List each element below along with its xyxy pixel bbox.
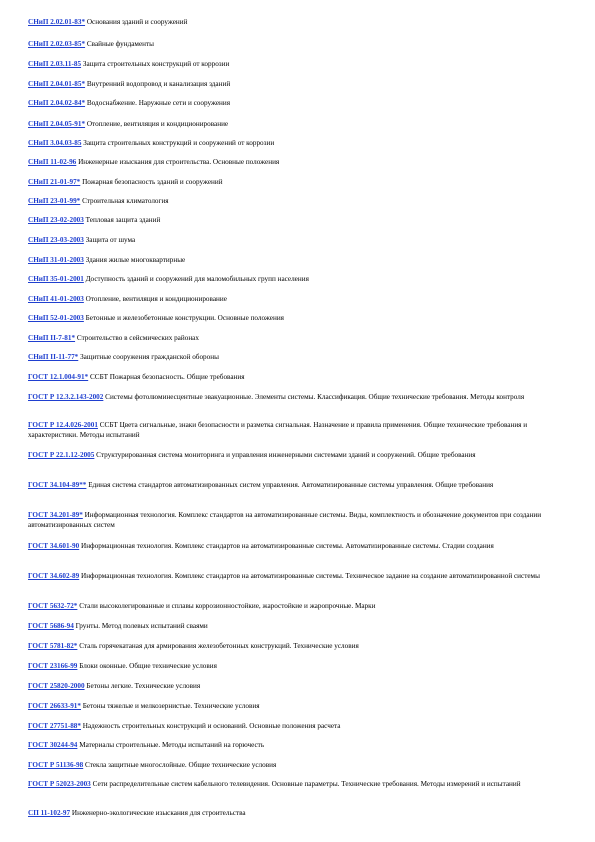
standard-link[interactable]: СНиП 23-03-2003 xyxy=(28,236,84,244)
standard-link[interactable]: ГОСТ 27751-88* xyxy=(28,722,81,730)
standard-link[interactable]: СНиП 2.02.03-85* xyxy=(28,40,86,48)
list-item xyxy=(28,40,548,50)
standard-link[interactable]: ГОСТ Р 52023-2003 xyxy=(28,780,91,788)
standard-link[interactable]: СНиП 2.04.01-85* xyxy=(28,80,86,88)
standard-title: Водоснабжение. Наружные сети и сооружения xyxy=(85,99,231,107)
standard-title: Сети распределительные систем кабельного телевидения. Основные параметры. Технические требования. Методы измерений и испытаний xyxy=(90,780,521,788)
list-item xyxy=(28,642,548,652)
standard-title: Инженерно-экологические изыскания для строительства xyxy=(70,809,246,817)
list-item xyxy=(28,542,548,552)
standard-link[interactable]: ГОСТ Р 12.3.2.143-2002 xyxy=(28,393,104,401)
standard-title: Защита строительных конструкций от коррозии xyxy=(81,60,230,68)
standard-title: Бетонные и железобетонные конструкции. Основные положения xyxy=(83,314,284,322)
standard-title: Системы фотолюминесцентные эвакуационные. Элементы системы. Классификация. Общие технические требования. Методы контроля xyxy=(103,393,525,401)
standard-title: Доступность зданий и сооружений для маломобильных групп населения xyxy=(83,275,309,283)
standard-title: Защитные сооружения гражданской обороны xyxy=(78,353,219,361)
standard-title: ССБТ Пожарная безопасность. Общие требования xyxy=(88,373,245,381)
list-item xyxy=(28,702,548,712)
standard-link[interactable]: СП 11-102-97 xyxy=(28,809,71,817)
standard-title: Информационная технология. Комплекс стандартов на автоматизированные системы. Автоматизированные системы. Стадии создания xyxy=(79,542,494,550)
standard-link[interactable]: ГОСТ 26633-91* xyxy=(28,702,81,710)
list-item xyxy=(28,197,548,207)
list-item xyxy=(28,761,548,771)
list-item xyxy=(28,18,548,28)
standard-title: Единая система стандартов автоматизированных систем управления. Автоматизированные системы управления. Общие требования xyxy=(86,481,494,489)
list-item xyxy=(28,722,548,732)
standard-link[interactable]: ГОСТ 34.104-89** xyxy=(28,481,87,489)
standard-link[interactable]: ГОСТ Р 51136-98 xyxy=(28,761,84,769)
standard-link[interactable]: СНиП 2.03.11-85 xyxy=(28,60,82,68)
standard-title: Бетоны тяжелые и мелкозернистые. Технические условия xyxy=(81,702,260,710)
standard-link[interactable]: СНиП 11-02-96 xyxy=(28,158,77,166)
list-item xyxy=(28,572,548,582)
list-item xyxy=(28,314,548,324)
standard-link[interactable]: ГОСТ Р 12.4.026-2001 xyxy=(28,421,98,429)
list-item xyxy=(28,295,548,305)
standard-link[interactable]: СНиП 21-01-97* xyxy=(28,178,81,186)
standard-title: Информационная технология. Комплекс стандартов на автоматизированные системы. Техническое задание на создание автоматизированной системы xyxy=(79,572,540,580)
list-item xyxy=(28,275,548,285)
list-item xyxy=(28,353,548,363)
standard-title: Инженерные изыскания для строительства. Основные положения xyxy=(76,158,280,166)
standard-link[interactable]: ГОСТ 5781-82* xyxy=(28,642,78,650)
list-item xyxy=(28,393,548,403)
standard-title: Здания жилые многоквартирные xyxy=(83,256,186,264)
standard-link[interactable]: СНиП 23-02-2003 xyxy=(28,216,84,224)
standard-link[interactable]: СНиП 41-01-2003 xyxy=(28,295,84,303)
standard-link[interactable]: СНиП 23-01-99* xyxy=(28,197,81,205)
standard-title: Внутренний водопровод и канализация зданий xyxy=(85,80,231,88)
standard-link[interactable]: СНиП 35-01-2001 xyxy=(28,275,84,283)
list-item xyxy=(28,373,548,383)
list-item xyxy=(28,511,548,530)
standard-title: Сталь горячекатаная для армирования железобетонных конструкций. Технические условия xyxy=(77,642,359,650)
standard-title: Надежность строительных конструкций и оснований. Основные положения расчета xyxy=(81,722,341,730)
standard-title: Грунты. Метод полевых испытаний сваями xyxy=(73,622,208,630)
standard-link[interactable]: ГОСТ 12.1.004-91* xyxy=(28,373,89,381)
list-item xyxy=(28,334,548,344)
list-item xyxy=(28,139,548,149)
standard-link[interactable]: ГОСТ 23166-99 xyxy=(28,662,78,670)
list-item xyxy=(28,158,548,168)
list-item xyxy=(28,780,548,790)
standard-title: Стекла защитные многослойные. Общие технические условия xyxy=(83,761,277,769)
standard-title: Блоки оконные. Общие технические условия xyxy=(77,662,217,670)
standard-link[interactable]: ГОСТ 30244-94 xyxy=(28,741,78,749)
standard-title: Структурированная система мониторинга и управления инженерными системами зданий и сооружений. Общие требования xyxy=(94,451,476,459)
standard-title: Защита строительных конструкций и сооружений от коррозии xyxy=(81,139,275,147)
standard-link[interactable]: ГОСТ 25820-2000 xyxy=(28,682,85,690)
standard-title: Информационная технология. Комплекс стандартов на автоматизированные системы. Виды, комплектность и обозначение документов при создании автоматизированных систем xyxy=(28,511,542,529)
standard-title: ССБТ Цвета сигнальные, знаки безопасности и разметка сигнальная. Назначение и правила применения. Общие технические требования и характеристики. Методы испытаний xyxy=(28,421,528,439)
standard-link[interactable]: СНиП 2.02.01-83* xyxy=(28,18,86,26)
standard-link[interactable]: ГОСТ 34.602-89 xyxy=(28,572,80,580)
standard-title: Строительство в сейсмических районах xyxy=(75,334,199,342)
standard-link[interactable]: ГОСТ Р 22.1.12-2005 xyxy=(28,451,95,459)
standard-link[interactable]: ГОСТ 34.601-90 xyxy=(28,542,80,550)
list-item xyxy=(28,120,548,130)
standard-title: Отопление, вентиляция и кондиционирование xyxy=(85,120,229,128)
standard-link[interactable]: ГОСТ 5632-72* xyxy=(28,602,78,610)
standard-link[interactable]: СНиП 3.04.03-85 xyxy=(28,139,82,147)
standard-title: Защита от шума xyxy=(83,236,136,244)
standard-link[interactable]: СНиП II-7-81* xyxy=(28,334,76,342)
list-item xyxy=(28,481,548,491)
standard-title: Основания зданий и сооружений xyxy=(85,18,188,26)
list-item xyxy=(28,741,548,751)
standard-link[interactable]: СНиП 31-01-2003 xyxy=(28,256,84,264)
list-item xyxy=(28,216,548,226)
list-item xyxy=(28,451,548,461)
standard-link[interactable]: СНиП 2.04.02-84* xyxy=(28,99,86,107)
standard-title: Тепловая защита зданий xyxy=(83,216,161,224)
list-item xyxy=(28,99,548,109)
list-item xyxy=(28,80,548,90)
standard-link[interactable]: СНиП 52-01-2003 xyxy=(28,314,84,322)
standard-title: Материалы строительные. Методы испытаний на горючесть xyxy=(77,741,265,749)
list-item xyxy=(28,421,548,440)
standard-title: Бетоны легкие. Технические условия xyxy=(84,682,201,690)
list-item xyxy=(28,809,548,819)
standard-title: Строительная климатология xyxy=(80,197,169,205)
standard-title: Пожарная безопасность зданий и сооружений xyxy=(80,178,223,186)
list-item xyxy=(28,178,548,188)
standard-link[interactable]: ГОСТ 34.201-89* xyxy=(28,511,83,519)
standard-title: Отопление, вентиляция и кондиционирование xyxy=(83,295,227,303)
list-item xyxy=(28,602,548,612)
standard-title: Стали высоколегированные и сплавы коррозионностойкие, жаростойкие и жаропрочные. Марки xyxy=(77,602,376,610)
list-item xyxy=(28,682,548,692)
standard-link[interactable]: СНиП II-11-77* xyxy=(28,353,79,361)
list-item xyxy=(28,622,548,632)
standard-link[interactable]: ГОСТ 5686-94 xyxy=(28,622,74,630)
standard-title: Свайные фундаменты xyxy=(85,40,154,48)
list-item xyxy=(28,662,548,672)
list-item xyxy=(28,60,548,70)
standard-link[interactable]: СНиП 2.04.05-91* xyxy=(28,120,86,128)
list-item xyxy=(28,236,548,246)
list-item xyxy=(28,256,548,266)
